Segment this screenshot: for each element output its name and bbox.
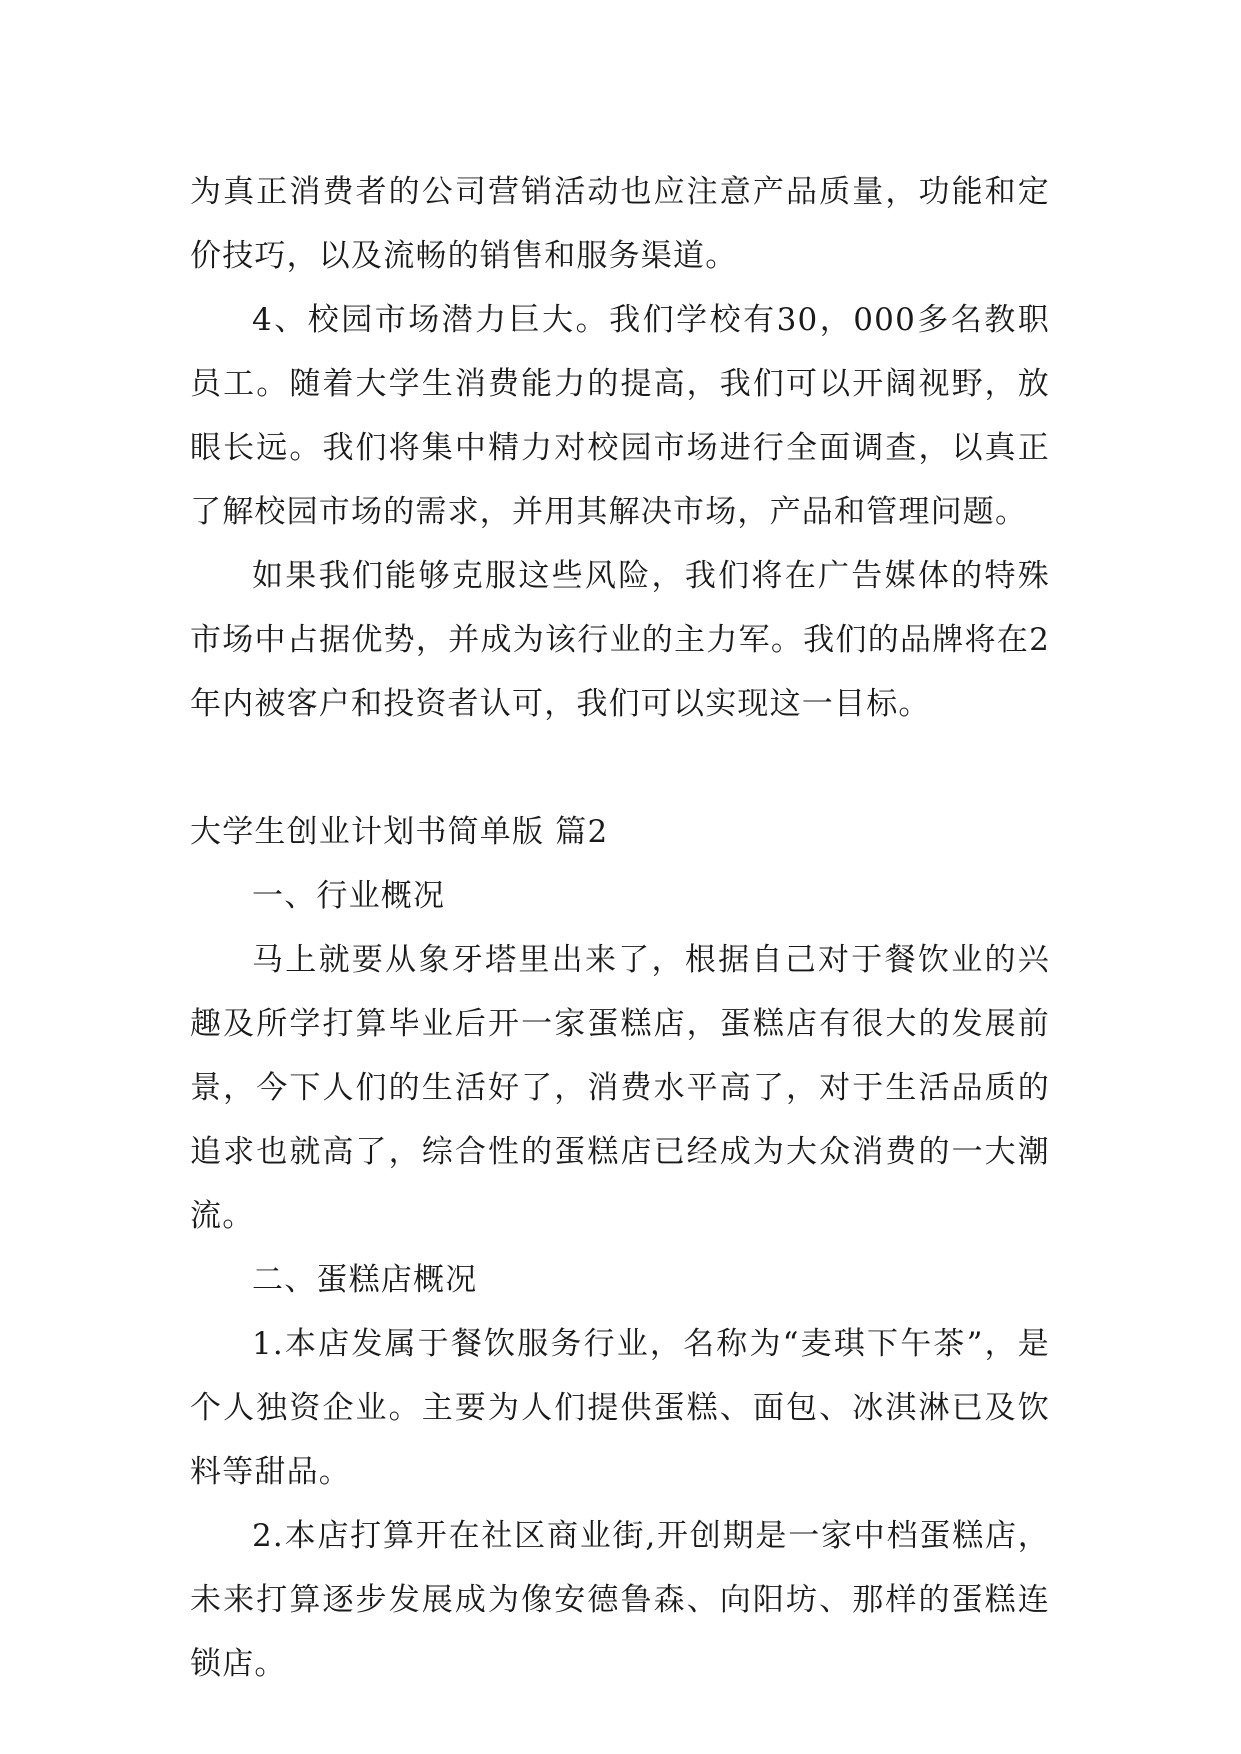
document-body: [190, 160, 1050, 1696]
heading-shop-overview: 二、蛋糕店概况: [252, 1262, 478, 1298]
section-spacer: [190, 736, 1050, 800]
paragraph-shop-item-1: 1.本店发属于餐饮服务行业，名称为“麦琪下午茶”，是个人独资企业。主要为人们提供蛋糕、面包、冰淇淋已及饮料等甜品。: [190, 1326, 1050, 1490]
paragraph-risk-outlook: 如果我们能够克服这些风险，我们将在广告媒体的特殊市场中占据优势，并成为该行业的主力军。我们的品牌将在2年内被客户和投资者认可，我们可以实现这一目标。: [190, 558, 1050, 722]
section-title: 大学生创业计划书简单版 篇2: [190, 814, 609, 850]
paragraph-industry: 马上就要从象牙塔里出来了，根据自己对于餐饮业的兴趣及所学打算毕业后开一家蛋糕店，蛋糕店有很大的发展前景，今下人们的生活好了，消费水平高了，对于生活品质的追求也就高了，综合性的蛋糕店已经成为大众消费的一大潮流。: [190, 942, 1050, 1234]
paragraph-campus-market: 4、校园市场潜力巨大。我们学校有30，000多名教职员工。随着大学生消费能力的提高，我们可以开阔视野，放眼长远。我们将集中精力对校园市场进行全面调查，以真正了解校园市场的需求，并用其解决市场，产品和管理问题。: [190, 302, 1050, 530]
paragraph-shop-item-2: 2.本店打算开在社区商业街,开创期是一家中档蛋糕店，未来打算逐步发展成为像安德鲁森、向阳坊、那样的蛋糕连锁店。: [190, 1518, 1050, 1682]
paragraph-continued: 为真正消费者的公司营销活动也应注意产品质量，功能和定价技巧，以及流畅的销售和服务渠道。: [190, 174, 1050, 274]
heading-industry-overview: 一、行业概况: [252, 878, 446, 914]
